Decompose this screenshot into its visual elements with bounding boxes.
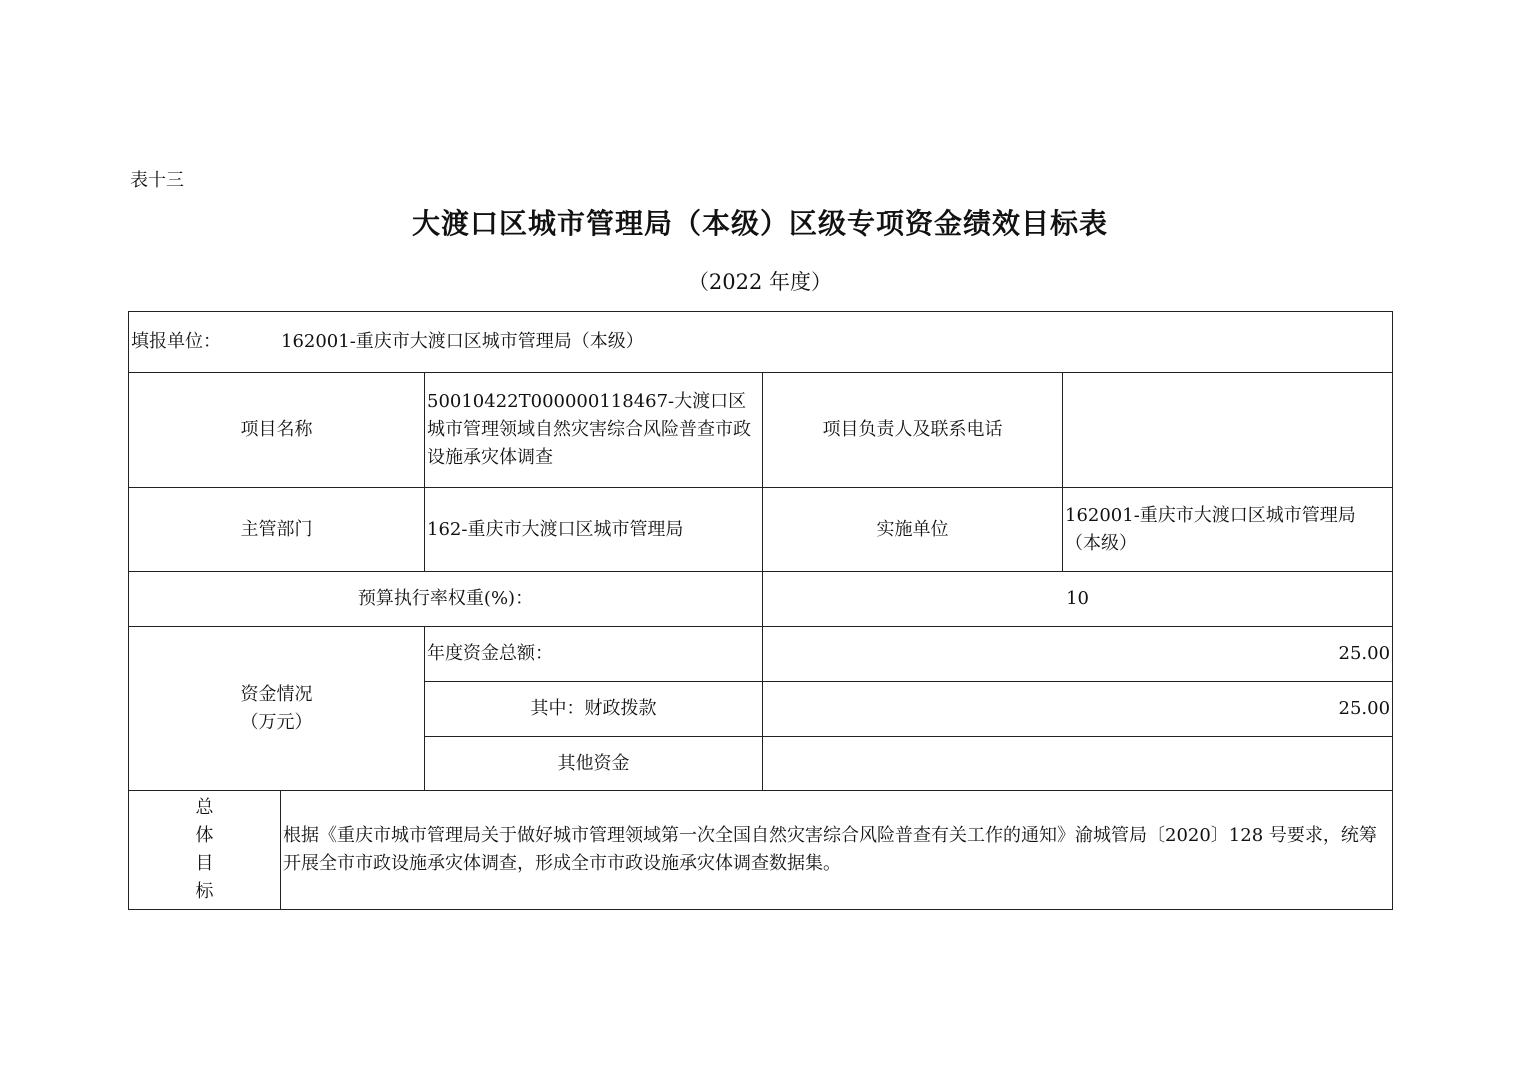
department-row	[129, 488, 1393, 572]
table-number: 表十三	[130, 170, 184, 191]
unit-value: 162001-重庆市大渡口区城市管理局（本级）	[281, 331, 644, 352]
goal-label-char: 总	[195, 797, 214, 818]
fiscal-label: 其中：财政拨款	[425, 682, 763, 737]
other-funds-value	[763, 737, 1393, 791]
annual-total-label: 年度资金总额：	[425, 627, 763, 682]
goal-text: 根据《重庆市城市管理局关于做好城市管理领域第一次全国自然灾害综合风险普查有关工作的通知》渝城管局〔2020〕128 号要求，统筹开展全市市政设施承灾体调查，形成全市市政设施承灾体调查数据集。	[281, 791, 1393, 910]
project-row	[129, 373, 1393, 488]
goal-label-char: 目	[195, 853, 214, 874]
funds-label-line2: （万元）	[240, 711, 313, 733]
budget-weight-value: 10	[763, 572, 1393, 627]
performance-goal-table	[128, 311, 1393, 910]
unit-row	[129, 312, 1393, 373]
annual-total-value: 25.00	[763, 627, 1393, 682]
annual-total-row	[129, 627, 1393, 682]
dept-value: 162-重庆市大渡口区城市管理局	[425, 488, 763, 572]
budget-weight-row	[129, 572, 1393, 627]
budget-weight-label: 预算执行率权重(%)：	[129, 572, 763, 627]
goal-label-char: 标	[195, 881, 214, 902]
page-title: 大渡口区城市管理局（本级）区级专项资金绩效目标表	[411, 207, 1108, 240]
funds-label-line1: 资金情况	[240, 683, 313, 705]
goal-label-char: 体	[195, 825, 214, 846]
leader-value	[1063, 373, 1393, 488]
fiscal-value: 25.00	[763, 682, 1393, 737]
unit-label: 填报单位：	[131, 331, 221, 352]
goal-label	[129, 791, 281, 910]
page-subtitle: （2022 年度）	[687, 270, 833, 294]
other-funds-label: 其他资金	[425, 737, 763, 791]
leader-label: 项目负责人及联系电话	[763, 373, 1063, 488]
project-name-label: 项目名称	[129, 373, 425, 488]
unit-cell	[129, 312, 1393, 373]
funds-label	[129, 627, 425, 791]
dept-label: 主管部门	[129, 488, 425, 572]
impl-label: 实施单位	[763, 488, 1063, 572]
impl-value: 162001-重庆市大渡口区城市管理局（本级）	[1063, 488, 1393, 572]
goal-row	[129, 791, 1393, 910]
project-name-value: 50010422T000000118467-大渡口区城市管理领域自然灾害综合风险普查市政设施承灾体调查	[425, 373, 763, 488]
